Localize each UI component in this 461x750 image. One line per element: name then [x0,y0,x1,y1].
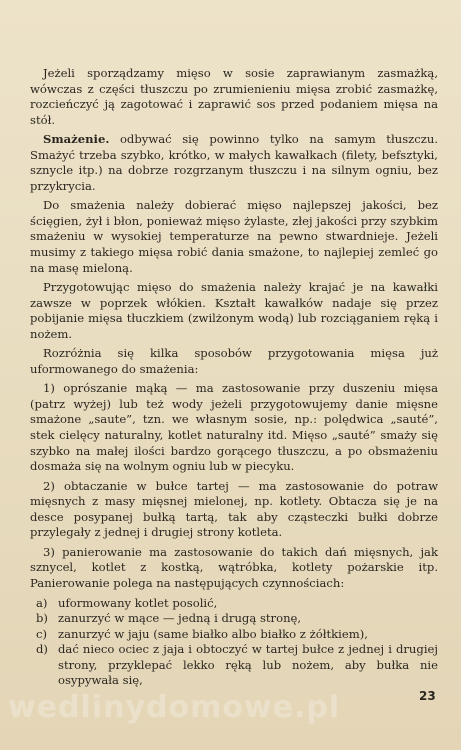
list-item: c) zanurzyć w jaju (same białko albo białko z żółtkiem), [36,626,368,641]
page-text [30,66,438,689]
bold-term: Smażenie. [43,132,110,147]
page-number: 23 [419,689,436,703]
paragraph-7: 2) obtaczanie w bułce tartej — ma zastosowanie do potraw mięsnych z masy mięsnej mielonej, np. kotlety. Obtacza się je na desce posypanej bułką tartą, tak aby cząsteczki bułki dobrze przylegały z jednej i drugiej strony kotleta. [30,478,438,540]
paragraph-2-text: odbywać się powinno tylko na samym tłuszczu. Smażyć trzeba szybko, krótko, w małych kawałkach (filety, befsztyki, sznycle itp.) na dobrze rozgrzanym tłuszczu i na silnym ogniu, bez przykrycia. [30,132,438,193]
list-item: b) zanurzyć w mące — jedną i drugą stronę, [36,611,302,626]
list-item: a) uformowany kotlet posolić, [36,595,218,610]
paragraph-1: Jeżeli sporządzamy mięso w sosie zaprawianym zasmażką, wówczas z części tłuszczu po zrumienieniu mięsa zrobić zasmażkę, rozcieńczyć ją zagotować i zaprawić sos przed podaniem mięsa na stół. [30,66,438,127]
watermark: wedlinydomowe.pl [8,690,341,725]
steps-list [30,596,438,689]
list-item: d) dać nieco ociec z jaja i obtoczyć w tartej bułce z jednej i drugiej strony, przyklepać lekko ręką lub nożem, aby bułka nie osypywała się, [36,642,438,688]
paragraph-6: 1) oprószanie mąką — ma zastosowanie przy duszeniu mięsa (patrz wyżej) lub też wody jeżeli przygotowujemy danie mięsne smażone „saute”, tzn. we własnym sosie, np.: polędwica „sauté”, stek cielęcy naturalny, kotlet naturalny itd. Mięso „sauté” smaży się szybko na małej ilości bardzo gorącego tłuszczu, a po obsmażeniu dosmaża się na wolnym ogniu lub w piecyku. [30,381,438,474]
paragraph-8: 3) panierowanie ma zastosowanie do takich dań mięsnych, jak sznycel, kotlet z kostką, wątróbka, kotlety pożarskie itp. Panierowanie polega na następujących czynnościach: [30,544,438,590]
paragraph-4: Przygotowując mięso do smażenia należy krajać je na kawałki zawsze w poprzek włókien. Kształt kawałków nadaje się przez pobijanie mięsa tłuczkiem (zwilżonym wodą) lub rozciąganiem ręką i nożem. [30,280,438,341]
paragraph-3: Do smażenia należy dobierać mięso najlepszej jakości, bez ścięgien, żył i błon, ponieważ mięso żylaste, złej jakości przy szybkim smażeniu w wysokiej temperaturze na pewno stwardnieje. Jeżeli musimy z takiego mięsa robić dania smażone, to najlepiej zemleć go na masę mieloną. [30,198,438,275]
paragraph-2 [30,132,438,194]
paragraph-5: Rozróżnia się kilka sposobów przygotowania mięsa już uformowanego do smażenia: [30,346,438,376]
